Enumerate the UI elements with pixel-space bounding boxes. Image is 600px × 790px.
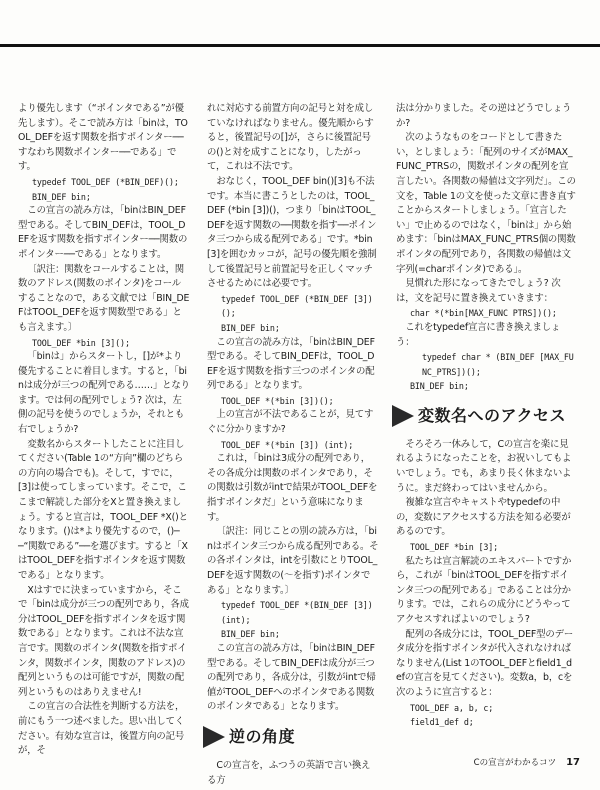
body-paragraph: 次のようなものをコードとして書きたい，としましょう：「配列のサイズがMAX_FUNC_PTRSの，関数ポインタの配列を宣言したい。各関数の帰値は文字列だ」。この文を，Table 1の文を使った文章に書き直すことからスタートしましょう。「宣言したい」で止めるのではなく，「binは」から始めます：「binはMAX_FUNC_PTRS個の関数ポインタの配列であり，各関数の帰値は文字列(=charポインタ)である」。 [396, 132, 576, 275]
body-paragraph: Cの宣言を，ふつうの英語で言い換える方 [207, 759, 371, 786]
running-title: Cの宣言がわかるコツ [473, 758, 557, 768]
code-line: typedef TOOL_DEF *(BIN_DEF [3]) (int); [221, 600, 378, 625]
body-paragraph: おなじく，TOOL_DEF bin()[3]も不法です。本当に書こうとしたのは，TOOL_DEF (*bin [3])()，つまり「binはTOOL_DEFを返す関数の──関数を指す──ポインタ三つから成る配列である」です。*bin[3]を囲むカッコが，記号の優先順を強制して後置記号と前置記号を正しくマッチさせるためには必要です。 [207, 175, 377, 290]
body-paragraph: これは，「binは3成分の配列であり，その各成分は関数のポインタであり，その関数は引数がintで結果がTOOL_DEFを指すポインタだ」という意味になります。 [207, 453, 378, 523]
body-paragraph: 変数名からスタートしたことに注目してください(Table 1の“方向”欄のどちらの方向の場合でも)。そして，すでに，[3]は使ってしまっています。そこで，ここまで解読した部分をXと置き換えましょう。すると宣言は，TOOL_DEF *X()となります。()は*より優先するので，()──“関数である”──を選びます。すると「XはTOOL_DEFを指すポインタを返す関数である」となります。 [18, 438, 188, 581]
body-paragraph: Xはすでに決まっていますから，そこで「binは成分が三つの配列であり，各成分はTOOL_DEFを指すポインタを返す関数である」となります。これは不法な宣言です。関数のポインタ(関数を指すポインタ，関数ポインタ，関数のアドレス)の配列というものは可能ですが，関数の配列というものはありえません! [18, 584, 189, 698]
body-paragraph: そろそろ一休みして，Cの宣言を楽に見れるようになったことを，お祝いしてもよいでしょう。でも，あまり長く休まないように。まだ終わってはいませんから。 [396, 438, 572, 494]
body-paragraph: 〔訳注：関数をコールすることは，関数のアドレス(関数のポインタ)をコールすることなので，ある文献では「BIN_DEFはTOOL_DEFを返す関数型である」とも言えます。〕 [18, 263, 190, 333]
body-paragraph: この宣言の読み方は，「binはBIN_DEF型である。そしてBIN_DEFは成分が三つの配列であり，各成分は，引数がintで帰値がTOOL_DEFへのポインタである関数のポインタである」となります。 [207, 642, 376, 713]
triangle-marker-icon [392, 405, 414, 427]
body-paragraph: 〔訳注：同じことの別の読み方は，「binはポインタ三つから成る配列である。その各ポインタは，intを引数にとりTOOL_DEFを返す関数の(～を指す)ポインタである」となります。〕 [207, 526, 379, 596]
code-line: TOOL_DEF *(*bin [3])(); [221, 395, 334, 406]
code-line: typedef TOOL_DEF (*BIN_DEF)(); [32, 176, 179, 187]
body-paragraph: 法は分かりました。その逆はどうでしょうか? [396, 103, 572, 129]
body-paragraph: 複雑な宣言やキャストやtypedefの中の，変数にアクセスする方法を知る必要があるのです。 [396, 497, 571, 538]
code-line: TOOL_DEF *(*bin [3]) (int); [221, 439, 354, 450]
triangle-marker-icon [203, 726, 225, 748]
body-paragraph: この宣言の合法性を判断する方法を，前にもう一つ述べました。思い出してください。有効な宣言は，後置方向の記号が，そ [18, 701, 185, 757]
section-heading-text: 変数名へのアクセス [418, 405, 567, 425]
section-heading [203, 723, 379, 751]
code-line: TOOL_DEF *bin [3]; [410, 542, 499, 553]
body-paragraph: 配列の各成分には，TOOL_DEF型のデータ成分を指すポインタが代入されなければなりません(List 1のTOOL_DEFとfield1_defの宣言を見てください)。変数a，b，cを次のように宣言すると： [396, 628, 574, 698]
page-number: 17 [566, 757, 580, 768]
body-paragraph: この宣言の読み方は，「binはBIN_DEF型である。そしてBIN_DEFは，TOOL_DEFを返す関数を指す三つのポインタの配列である」となります。 [207, 336, 375, 392]
body-paragraph: 見慣れた形になってきたでしょう? 次は，文を記号に置き換えていきます： [396, 278, 561, 304]
code-line: BIN_DEF bin; [221, 322, 280, 333]
top-rule [0, 44, 600, 47]
code-line: typedef char * (BIN_DEF [MAX_FUNC_PTRS])(); [422, 352, 574, 377]
code-line: field1_def d; [410, 717, 474, 728]
body-paragraph: 私たちは宣言解読のエキスパートですから，これが「binはTOOL_DEFを指すポインタ三つの配列である」であることは分かります。では，これらの成分にどうやってアクセスすればよいのでしょう? [396, 555, 572, 625]
section-heading [392, 402, 576, 430]
page-footer [474, 756, 580, 768]
code-line: BIN_DEF bin; [410, 381, 469, 392]
code-line: TOOL_DEF a, b, c; [410, 702, 494, 713]
section-heading-text: 逆の角度 [229, 726, 296, 746]
body-paragraph: これをtypedef宣言に書き換えましょう： [396, 321, 561, 348]
column-2 [207, 102, 379, 788]
body-paragraph: れに対応する前置方向の記号と対を成していなければなりません。優先順からすると，後置記号の[]が，さらに後置記号の()と対を成すことになり，したがって，これは不法です。 [207, 103, 374, 173]
body-paragraph: この宣言の読み方は，「binはBIN_DEF型である。そしてBIN_DEFは，TOOL_DEFを返す関数を指すポインター──関数のポインター──である」となります。 [18, 205, 188, 260]
code-line: TOOL_DEF *bin [3](); [32, 337, 130, 348]
code-line: typedef TOOL_DEF (*BIN_DEF [3])(); [221, 293, 373, 319]
column-3 [396, 102, 576, 730]
code-line: BIN_DEF bin; [221, 629, 280, 640]
code-line: char *(*bin[MAX_FUNC PTRS])(); [410, 308, 557, 319]
code-line: BIN_DEF bin; [32, 191, 91, 202]
body-paragraph: 「binは」からスタートし，[]が*より優先することに着目します。すると，「binは成分が三つの配列である……」となります。では何の配列でしょう? 次は，左側の記号を使うのでしょうか，それとも右でしょうか? [18, 351, 190, 436]
column-1 [18, 102, 190, 759]
body-paragraph: 上の宣言が不法であることが，見てすぐに分かりますか? [207, 409, 374, 436]
body-paragraph: より優先します（“ポインタである”が優先します）。そこで読み方は「binは，TOOL_DEFを返す関数を指すポインター──すなわち関数ポインター──である」です。 [18, 103, 188, 173]
